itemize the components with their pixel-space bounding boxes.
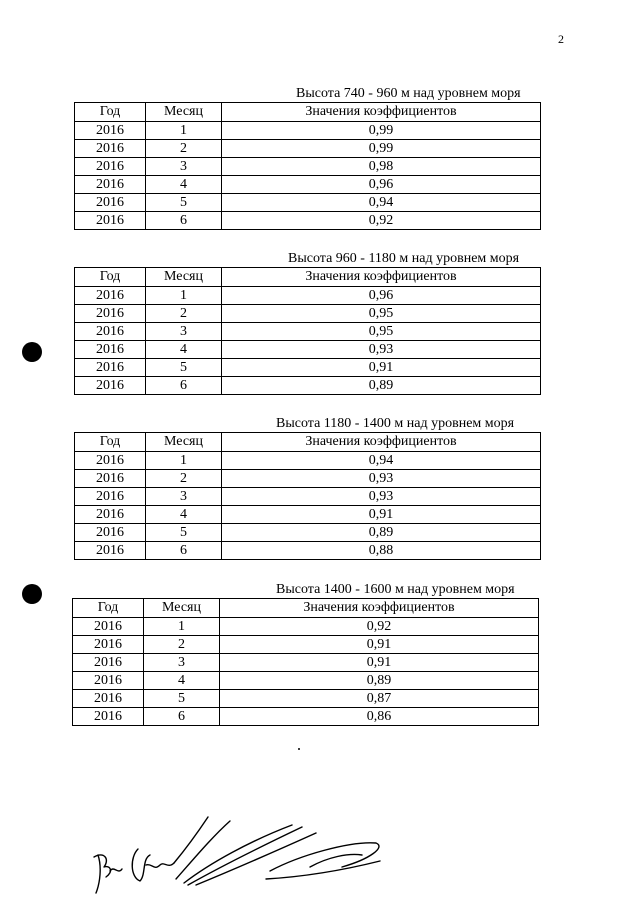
cell-month: 2 [146, 305, 222, 323]
cell-year: 2016 [75, 488, 146, 506]
cell-value: 0,92 [220, 618, 539, 636]
cell-value: 0,94 [222, 452, 541, 470]
cell-month: 1 [146, 122, 222, 140]
cell-year: 2016 [75, 452, 146, 470]
cell-value: 0,86 [220, 708, 539, 726]
cell-value: 0,91 [220, 654, 539, 672]
table-row [75, 341, 541, 359]
table-header-row [75, 268, 541, 287]
cell-year: 2016 [75, 506, 146, 524]
table-row [75, 305, 541, 323]
table-row [75, 194, 541, 212]
cell-month: 5 [144, 690, 220, 708]
header-year: Год [75, 268, 146, 287]
header-year: Год [73, 599, 144, 618]
cell-month: 5 [146, 194, 222, 212]
header-month: Месяц [146, 433, 222, 452]
table-row [75, 212, 541, 230]
header-month: Месяц [146, 103, 222, 122]
cell-year: 2016 [73, 672, 144, 690]
cell-month: 4 [144, 672, 220, 690]
table-row [75, 122, 541, 140]
cell-month: 6 [144, 708, 220, 726]
table-row [75, 470, 541, 488]
cell-year: 2016 [73, 618, 144, 636]
header-value: Значения коэффициентов [222, 268, 541, 287]
table-row [73, 690, 539, 708]
table-caption: Высота 960 - 1180 м над уровнем моря [288, 251, 520, 266]
table-caption: Высота 1400 - 1600 м над уровнем моря [276, 582, 515, 597]
cell-month: 4 [146, 341, 222, 359]
table-row [75, 140, 541, 158]
header-value: Значения коэффициентов [220, 599, 539, 618]
cell-month: 3 [144, 654, 220, 672]
table-row [75, 377, 541, 395]
cell-value: 0,89 [222, 377, 541, 395]
header-value: Значения коэффициентов [222, 103, 541, 122]
cell-value: 0,91 [220, 636, 539, 654]
cell-year: 2016 [75, 542, 146, 560]
cell-year: 2016 [75, 287, 146, 305]
cell-month: 1 [144, 618, 220, 636]
table-row [75, 158, 541, 176]
table-row [75, 359, 541, 377]
table-row [75, 323, 541, 341]
table-row [75, 506, 541, 524]
cell-year: 2016 [75, 194, 146, 212]
cell-year: 2016 [75, 158, 146, 176]
cell-value: 0,98 [222, 158, 541, 176]
cell-month: 5 [146, 524, 222, 542]
cell-year: 2016 [75, 323, 146, 341]
cell-year: 2016 [73, 708, 144, 726]
header-year: Год [75, 433, 146, 452]
cell-year: 2016 [75, 470, 146, 488]
punch-hole-top [22, 342, 42, 362]
cell-year: 2016 [75, 524, 146, 542]
cell-month: 3 [146, 323, 222, 341]
cell-value: 0,99 [222, 122, 541, 140]
cell-year: 2016 [75, 140, 146, 158]
table-row [73, 654, 539, 672]
cell-month: 3 [146, 158, 222, 176]
table-caption: Высота 740 - 960 м над уровнем моря [296, 86, 521, 101]
cell-month: 6 [146, 212, 222, 230]
punch-hole-bottom [22, 584, 42, 604]
table-header-row [75, 433, 541, 452]
cell-value: 0,95 [222, 323, 541, 341]
cell-value: 0,96 [222, 176, 541, 194]
table-row [75, 524, 541, 542]
cell-year: 2016 [75, 212, 146, 230]
cell-month: 6 [146, 542, 222, 560]
cell-month: 2 [146, 140, 222, 158]
table-row [73, 672, 539, 690]
table-caption: Высота 1180 - 1400 м над уровнем моря [276, 416, 515, 431]
cell-year: 2016 [75, 122, 146, 140]
cell-value: 0,89 [220, 672, 539, 690]
table-row [75, 176, 541, 194]
table-header-row [75, 103, 541, 122]
cell-month: 1 [146, 452, 222, 470]
table-row [75, 452, 541, 470]
cell-value: 0,91 [222, 506, 541, 524]
cell-year: 2016 [75, 341, 146, 359]
cell-year: 2016 [75, 359, 146, 377]
cell-year: 2016 [75, 305, 146, 323]
cell-value: 0,94 [222, 194, 541, 212]
table-row [75, 542, 541, 560]
coefficients-table [74, 432, 541, 560]
cell-year: 2016 [75, 377, 146, 395]
table-row [75, 488, 541, 506]
handwritten-signature [80, 805, 400, 900]
cell-year: 2016 [73, 690, 144, 708]
header-month: Месяц [144, 599, 220, 618]
table-header-row [73, 599, 539, 618]
cell-value: 0,95 [222, 305, 541, 323]
cell-month: 2 [144, 636, 220, 654]
cell-month: 5 [146, 359, 222, 377]
cell-value: 0,91 [222, 359, 541, 377]
cell-year: 2016 [73, 636, 144, 654]
cell-value: 0,93 [222, 470, 541, 488]
cell-month: 1 [146, 287, 222, 305]
cell-month: 2 [146, 470, 222, 488]
coefficients-table [74, 267, 541, 395]
table-row [73, 636, 539, 654]
cell-value: 0,87 [220, 690, 539, 708]
page-number: 2 [558, 32, 564, 46]
table-row [73, 618, 539, 636]
cell-month: 4 [146, 506, 222, 524]
stray-dot [298, 748, 300, 750]
cell-month: 4 [146, 176, 222, 194]
cell-value: 0,99 [222, 140, 541, 158]
header-year: Год [75, 103, 146, 122]
cell-value: 0,96 [222, 287, 541, 305]
table-row [73, 708, 539, 726]
cell-year: 2016 [73, 654, 144, 672]
cell-value: 0,88 [222, 542, 541, 560]
cell-value: 0,93 [222, 488, 541, 506]
header-value: Значения коэффициентов [222, 433, 541, 452]
cell-year: 2016 [75, 176, 146, 194]
cell-value: 0,89 [222, 524, 541, 542]
cell-month: 6 [146, 377, 222, 395]
cell-month: 3 [146, 488, 222, 506]
header-month: Месяц [146, 268, 222, 287]
coefficients-table [72, 598, 539, 726]
cell-value: 0,93 [222, 341, 541, 359]
cell-value: 0,92 [222, 212, 541, 230]
table-row [75, 287, 541, 305]
coefficients-table [74, 102, 541, 230]
